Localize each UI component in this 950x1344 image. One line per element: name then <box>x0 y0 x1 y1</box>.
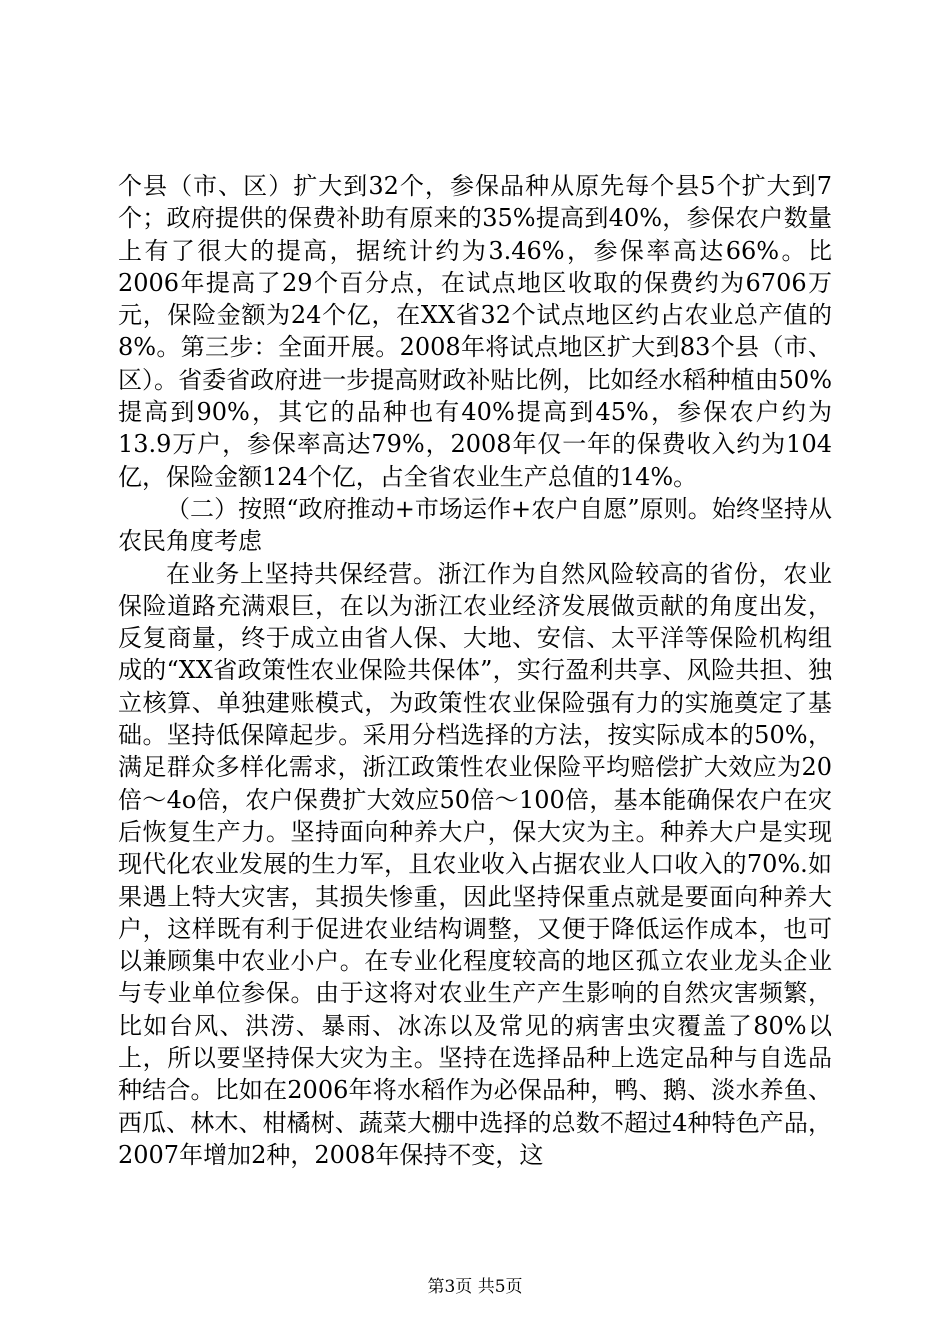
paragraph-continued: 个县（市、区）扩大到32个，参保品种从原先每个县5个扩大到7个；政府提供的保费补助有原来的35%提高到40%，参保农户数量上有了很大的提高，据统计约为3.46%，参保率高达66%。比2006年提高了29个百分点，在试点地区收取的保费约为6706万元，保险金额为24个亿，在XX省32个试点地区约占农业总产值的8%。第三步：全面开展。2008年将试点地区扩大到83个县（市、区）。省委省政府进一步提高财政补贴比例，比如经水稻种植由50%提高到90%，其它的品种也有40%提高到45%，参保农户约为13.9万户，参保率高达79%，2008年仅一年的保费收入约为104亿，保险金额124个亿，占全省农业生产总值的14%。 <box>118 172 832 491</box>
section-heading-2: （二）按照“政府推动+市场运作+农户自愿”原则。始终坚持从农民角度考虑 <box>118 494 832 556</box>
document-body <box>118 170 832 1171</box>
page-total: 共5页 <box>477 1277 523 1297</box>
paragraph-body: 在业务上坚持共保经营。浙江作为自然风险较高的省份，农业保险道路充满艰巨，在以为浙江农业经济发展做贡献的角度出发，反复商量，终于成立由省人保、大地、安信、太平洋等保险机构组成的“XX省政策性农业保险共保体”，实行盈利共享、风险共担、独立核算、单独建账模式，为政策性农业保险强有力的实施奠定了基础。坚持低保障起步。采用分档选择的方法，按实际成本的50%，满足群众多样化需求，浙江政策性农业保险平均赔偿扩大效应为20倍～4o倍，农户保费扩大效应50倍～100倍，基本能确保农户在灾后恢复生产力。坚持面向种养大户，保大灾为主。种养大户是实现现代化农业发展的生力军，且农业收入占据农业人口收入的70%.如果遇上特大灾害，其损失惨重，因此坚持保重点就是要面向种养大户，这样既有利于促进农业结构调整，又便于降低运作成本，也可以兼顾集中农业小户。在专业化程度较高的地区孤立农业龙头企业与专业单位参保。由于这将对农业生产产生影响的自然灾害频繁，比如台风、洪涝、暴雨、冰冻以及常见的病害虫灾覆盖了80%以上，所以要坚持保大灾为主。坚持在选择品种上选定品种与自选品种结合。比如在2006年将水稻作为必保品种，鸭、鹅、淡水养鱼、西瓜、林木、柑橘树、蔬菜大棚中选择的总数不超过4种特色产品，2007年增加2种，2008年保持不变，这 <box>118 559 832 1169</box>
page-number: 第3页 <box>427 1277 473 1297</box>
page-footer <box>0 1272 950 1297</box>
